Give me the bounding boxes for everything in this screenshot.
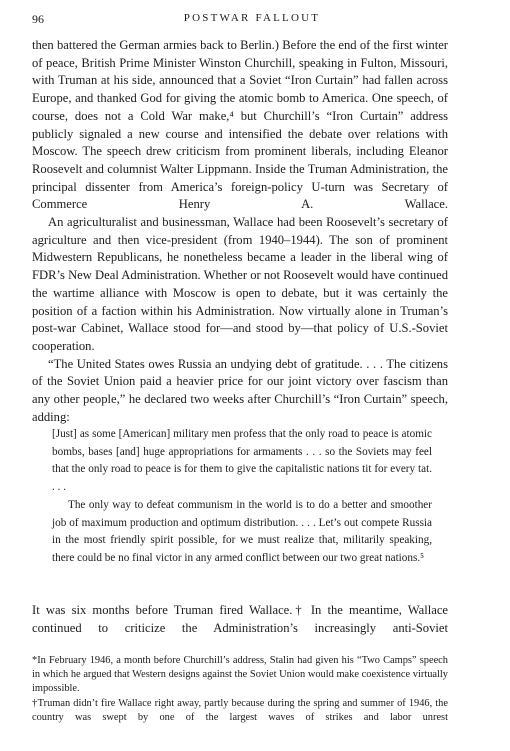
- continuation-text: [32, 602, 448, 637]
- running-title: POSTWAR FALLOUT: [183, 12, 321, 24]
- quote-paragraph: The only way to defeat communism in the world is to do a better and smoother job of maximum production and optimum distribution. . . . Let’s out compete Russia in the most friendly spirit possible, for we must realize that, militarily speaking, there could be no final victor in any armed conflict between our two great nations.⁵: [52, 498, 432, 564]
- footnotes: [32, 654, 448, 725]
- paragraph: It was six months before Truman fired Wallace.† In the meantime, Wallace continued to criticize the Administration’s increasingly anti-Soviet: [32, 603, 448, 635]
- running-header: [32, 12, 472, 28]
- main-text: [32, 37, 448, 426]
- paragraph: “The United States owes Russia an undying debt of gratitude. . . . The citizens of the Soviet Union paid a heavier price for our joint victory over fascism than any other people,” he declared two weeks after Churchill’s “Iron Curtain” speech, adding:: [32, 356, 448, 424]
- quote-paragraph: [Just] as some [American] military men profess that the only road to peace is atomic bombs, bases [and] huge appropriations for armaments . . . so the Soviets may feel that the only road to peace is for them to give the capitalistic nations tit for every tat. . . .: [52, 428, 432, 494]
- paragraph: then battered the German armies back to Berlin.) Before the end of the first winter of peace, British Prime Minister Winston Churchill, speaking in Fulton, Missouri, with Truman at his side, announced that a Soviet “Iron Curtain” had fallen across Europe, and thanked God for giving the atomic bomb to America. One speech, of course, does not a Cold War make,⁴ but Churchill’s “Iron Curtain” address publicly signaled a new course and intensified the debate over relations with Moscow. The speech drew criticism from prominent liberals, including Eleanor Roosevelt and columnist Walter Lippmann. Inside the Truman Administration, the principal dissenter from America’s foreign-policy U-turn was Secretary of Commerce Henry A. Wallace.: [32, 38, 448, 212]
- footnote: *In February 1946, a month before Churchill’s address, Stalin had given his “Two Camps” speech in which he argued that Western designs against the Soviet Union would make coexistence virtually impossible.: [32, 655, 448, 695]
- page-number: 96: [32, 12, 44, 26]
- footnote: †Truman didn’t fire Wallace right away, partly because during the spring and summer of 1946, the country was swept by one of the largest waves of strikes and labor unrest: [32, 697, 448, 723]
- paragraph: An agriculturalist and businessman, Wallace had been Roosevelt’s secretary of agriculture and then vice-president (from 1940–1944). The son of prominent Midwestern Republicans, he nonetheless became a leader in the liberal wing of FDR’s New Deal Administration. Whether or not Roosevelt would have continued the wartime alliance with Moscow is open to debate, but it was certainly the position of a faction within his Administration. Now virtually alone in Truman’s post-war Cabinet, Wallace stood for—and stood by—that policy of U.S.-Soviet cooperation.: [32, 215, 448, 353]
- block-quote: [52, 426, 432, 568]
